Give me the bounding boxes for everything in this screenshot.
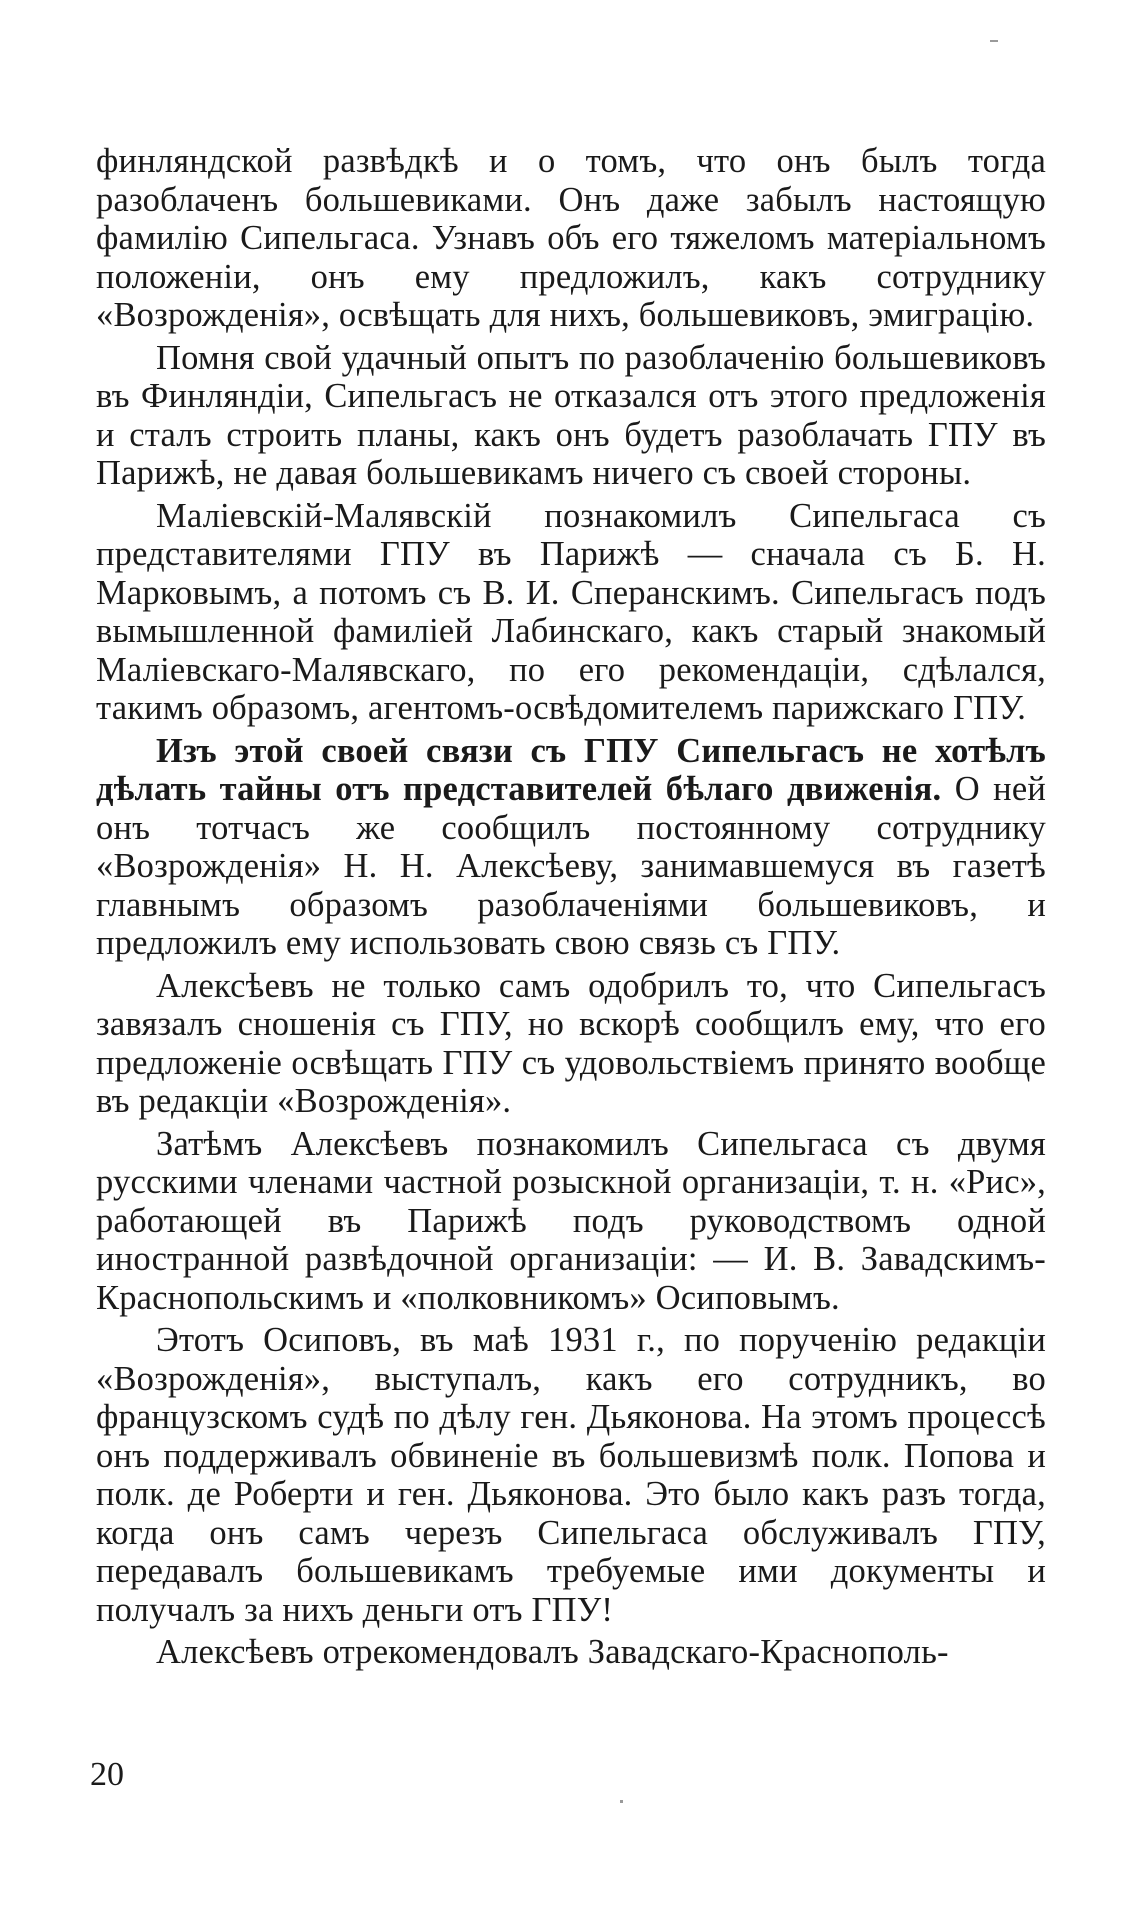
paragraph-5-text: Алексѣевъ не только самъ одобрилъ то, что Сипельгасъ завязалъ сношенія съ ГПУ, но вскорѣ сообщилъ ему, что его предложеніе освѣщать ГПУ съ удовольствіемъ принято вообще въ редакціи «Возрожденія».: [96, 966, 1046, 1120]
paragraph-4-bold-lead: Изъ этой своей связи съ ГПУ Сипельгасъ не хотѣлъ дѣлать тайны отъ представителей бѣлаго движенія.: [96, 731, 1046, 808]
paragraph-7-text: Этотъ Осиповъ, въ маѣ 1931 г., по порученію редакціи «Возрожденія», выступалъ, какъ его сотрудникъ, во французскомъ судѣ по дѣлу ген. Дьяконова. На этомъ процессѣ онъ поддерживалъ обвиненіе въ большевизмѣ полк. Попова и полк. де Роберти и ген. Дьяконова. Это было какъ разъ тогда, когда онъ самъ черезъ Сипельгаса обслуживалъ ГПУ, передавалъ большевикамъ требуемые ими документы и получалъ за нихъ деньги отъ ГПУ!: [96, 1321, 1046, 1629]
paragraph-8: [96, 1633, 1046, 1672]
paragraph-4: [96, 732, 1046, 963]
page-number: 20: [90, 1756, 124, 1793]
paragraph-2-text: Помня свой удачный опытъ по разоблаченію большевиковъ въ Финляндіи, Сипельгасъ не отказался отъ этого предложенія и сталъ строить планы, какъ онъ будетъ разоблачать ГПУ въ Парижѣ, не давая большевикамъ ничего съ своей стороны.: [96, 338, 1046, 492]
paragraph-5: [96, 967, 1046, 1121]
paragraph-7: [96, 1321, 1046, 1629]
page-body-text: [96, 142, 1046, 1672]
paragraph-3: [96, 497, 1046, 728]
paragraph-6: [96, 1125, 1046, 1318]
paragraph-2: [96, 339, 1046, 493]
paragraph-1-text: финляндской развѣдкѣ и о томъ, что онъ былъ тогда разоблаченъ большевиками. Онъ даже забылъ настоящую фамилію Сипельгаса. Узнавъ объ его тяжеломъ матеріальномъ положеніи, онъ ему предложилъ, какъ сотруднику «Возрожденія», освѣщать для нихъ, большевиковъ, эмиграцію.: [96, 142, 1046, 334]
paragraph-4-text: О ней онъ тотчасъ же сообщилъ постоянному сотруднику «Возрожденія» Н. Н. Алексѣеву, занимавшемуся въ газетѣ главнымъ образомъ разоблаченіями большевиковъ, и предложилъ ему использовать свою связь съ ГПУ.: [96, 770, 1046, 962]
paragraph-1: [96, 142, 1046, 335]
paragraph-8-text: Алексѣевъ отрекомендовалъ Завадскаго-Краснополь-: [156, 1633, 949, 1671]
paragraph-6-text: Затѣмъ Алексѣевъ познакомилъ Сипельгаса съ двумя русскими членами частной розыскной организаціи, т. н. «Рис», работающей въ Парижѣ подъ руководствомъ одной иностранной развѣдочной организаціи: — И. В. Завадскимъ-Краснопольскимъ и «полковникомъ» Осиповымъ.: [96, 1124, 1046, 1317]
paragraph-3-text: Маліевскій-Малявскій познакомилъ Сипельгаса съ представителями ГПУ въ Парижѣ — сначала съ Б. Н. Марковымъ, а потомъ съ В. И. Сперанскимъ. Сипельгасъ подъ вымышленной фамиліей Лабинскаго, какъ старый знакомый Маліевскаго-Малявскаго, по его рекомендаціи, сдѣлался, такимъ образомъ, агентомъ-освѣдомителемъ парижскаго ГПУ.: [96, 496, 1046, 727]
scan-speck-top: [990, 40, 998, 42]
scan-speck-bottom: [620, 1800, 623, 1803]
